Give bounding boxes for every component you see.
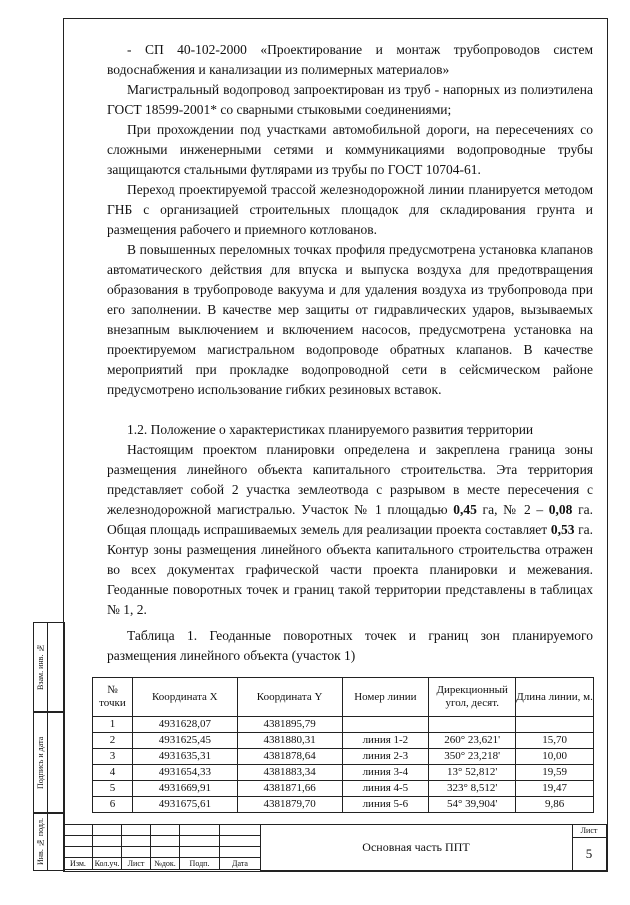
table-cell: 4381878,64	[237, 749, 342, 765]
table-cell: 4931625,45	[132, 733, 237, 749]
table-cell: 4931635,31	[132, 749, 237, 765]
column-header: Номер линии	[342, 678, 429, 717]
table-cell: 4931675,61	[132, 797, 237, 813]
column-header: Дирекционный угол, десят.	[429, 678, 516, 717]
stamp-inv-label: Инв. № подл.	[36, 818, 45, 865]
title-block-col: Подп.	[180, 858, 220, 870]
title-block-col: Кол.уч.	[93, 858, 122, 870]
table-cell: 323° 8,512'	[429, 781, 516, 797]
sheet-label: Лист	[572, 825, 606, 838]
title-block	[63, 824, 607, 870]
table-row	[93, 765, 594, 781]
column-header: Длина линии, м.	[516, 678, 594, 717]
title-block-col: №док.	[151, 858, 180, 870]
sheet-box	[572, 824, 607, 871]
table-cell: 5	[93, 781, 133, 797]
table-cell: 9,86	[516, 797, 594, 813]
paragraph: При прохождении под участками автомобильной дороги, на пересечениях со сложными инженерными сетями и коммуникациями водопроводные трубы защищаются стальными футлярами из трубы по ГОСТ 10704-61.	[107, 122, 593, 177]
stamp-podpis	[33, 712, 63, 812]
column-header: Координата X	[132, 678, 237, 717]
table-row	[93, 717, 594, 733]
table-row	[93, 733, 594, 749]
paragraph-territory: Настоящим проектом планировки определена и закреплена граница зоны размещения линейного объекта капитального строительства. Эта территория представляет собой 2 участка землеотвода с разрывом в месте пересечения с железнодорожной магистралью. Участок № 1 площадью 0,45 га, № 2 – 0,08 га. Общая площадь испрашиваемых земель для реализации проекта составляет 0,53 га. Контур зоны размещения линейного объекта капитального строительства отражен во всех документах графической части проекта планировки и межевания. Геоданные поворотных точек и границ такой территории представлены в таблицах № 1, 2.	[107, 442, 593, 617]
table-cell	[516, 717, 594, 733]
table-cell	[342, 717, 429, 733]
table-cell: 13° 52,812'	[429, 765, 516, 781]
table-cell: 350° 23,218'	[429, 749, 516, 765]
table-cell: 4381879,70	[237, 797, 342, 813]
table-cell	[429, 717, 516, 733]
area-value: 0,08	[548, 502, 573, 517]
table-cell: 4	[93, 765, 133, 781]
table-cell: 2	[93, 733, 133, 749]
geodata-table	[92, 677, 594, 813]
area-value: 0,53	[550, 522, 575, 537]
table-cell: 19,59	[516, 765, 594, 781]
area-value: 0,45	[453, 502, 477, 517]
table-cell: 260° 23,621'	[429, 733, 516, 749]
sheet-number: 5	[585, 846, 593, 861]
paragraph: Магистральный водопровод запроектирован из труб - напорных из полиэтилена ГОСТ 18599-2001* со сварными стыковыми соединениями;	[107, 82, 593, 117]
paragraph: Переход проектируемой трассой железнодорожной линии планируется методом ГНБ с организацией строительных площадок для складирования грунта и размещения рабочего и приемного котлованов.	[107, 182, 593, 237]
stamp-podpis-label: Подпись и дата	[36, 736, 45, 790]
document-body	[107, 40, 593, 666]
table-cell: линия 2-3	[342, 749, 429, 765]
title-block-grid	[63, 824, 261, 870]
table-row	[93, 797, 594, 813]
table-cell: 4381883,34	[237, 765, 342, 781]
table-header-row	[93, 678, 594, 717]
column-header: Координата Y	[237, 678, 342, 717]
table-cell: 15,70	[516, 733, 594, 749]
section-title: 1.2. Положение о характеристиках планируемого развития территории	[127, 422, 534, 437]
title-block-col: Лист	[122, 858, 151, 870]
table-cell: 19,47	[516, 781, 594, 797]
paragraph: В повышенных переломных точках профиля предусмотрена установка клапанов автоматического действия для впуска и выпуска воздуха для предотвращения образования в трубопроводе вакуума и для удаления воздуха из трубопровода при его заполнении. В качестве мер защиты от гидравлических ударов, вызываемых внезапным выключением и включением насосов, предусмотрена установка на проектируемом магистральном водопроводе обратных клапанов. В качестве мероприятий при прокладке водопроводной сети в сейсмическом районе предусмотрено использование гибких резиновых вставок.	[107, 242, 593, 397]
table-caption: Таблица 1. Геоданные поворотных точек и границ зон планируемого размещения линейного объекта (участок 1)	[107, 628, 593, 663]
table-cell: 10,00	[516, 749, 594, 765]
column-header: № точки	[93, 678, 133, 717]
table-cell: линия 3-4	[342, 765, 429, 781]
table-cell: 4931628,07	[132, 717, 237, 733]
document-name: Основная часть ППТ	[260, 824, 573, 871]
table-cell: линия 1-2	[342, 733, 429, 749]
title-block-col: Изм.	[64, 858, 93, 870]
table-cell: линия 4-5	[342, 781, 429, 797]
paragraph: - СП 40-102-2000 «Проектирование и монтаж трубопроводов систем водоснабжения и канализации из полимерных материалов»	[107, 42, 593, 77]
table-cell: 4931654,33	[132, 765, 237, 781]
table-cell: 4381880,31	[237, 733, 342, 749]
table-row	[93, 781, 594, 797]
stamp-inv	[33, 812, 63, 870]
table-cell: 4931669,91	[132, 781, 237, 797]
table-cell: 54° 39,904'	[429, 797, 516, 813]
table-row	[93, 749, 594, 765]
table-cell: 4381871,66	[237, 781, 342, 797]
title-block-col: Дата	[220, 858, 261, 870]
stamp-vzam-label: Взам. инв. №	[36, 643, 45, 691]
table-cell: 4381895,79	[237, 717, 342, 733]
table-cell: 3	[93, 749, 133, 765]
stamp-vzam	[33, 622, 63, 712]
table-cell: 1	[93, 717, 133, 733]
table-cell: линия 5-6	[342, 797, 429, 813]
table-cell: 6	[93, 797, 133, 813]
